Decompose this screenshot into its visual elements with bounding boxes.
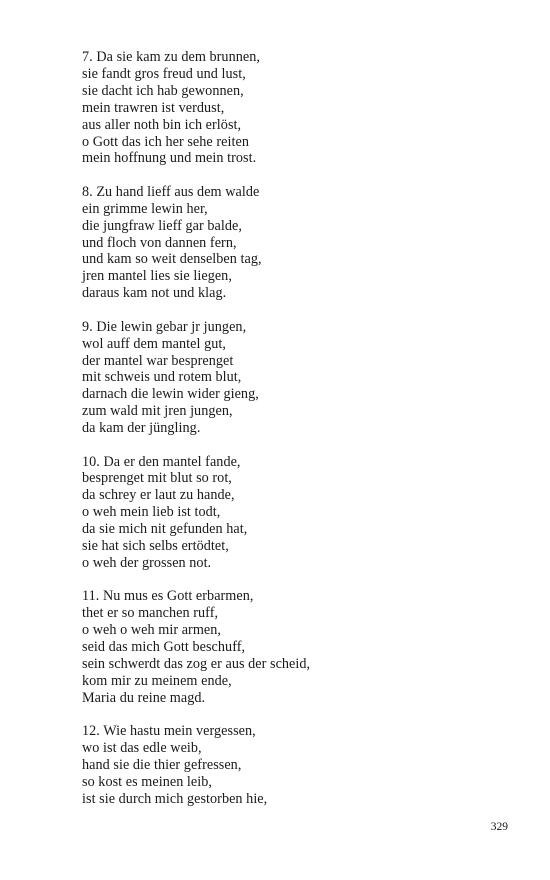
verse-line: o weh mein lieb ist todt, [82, 504, 221, 521]
verse-line: 11. Nu mus es Gott erbarmen, [82, 588, 254, 605]
stanza-12 [82, 723, 522, 808]
verse-line: da kam der jüngling. [82, 420, 201, 437]
verse-line: so kost es meinen leib, [82, 773, 213, 790]
verse-line: 10. Da er den mantel fande, [82, 453, 241, 470]
verse-line: daraus kam not und klag. [82, 285, 227, 302]
verse-line: ist sie durch mich gestorben hie, [82, 790, 268, 807]
verse-line: und floch von dannen fern, [82, 234, 237, 251]
verse-line: aus aller noth bin ich erlöst, [82, 116, 242, 133]
verse-line: mein trawren ist verdust, [82, 99, 225, 116]
verse-line: zum wald mit jren jungen, [82, 403, 233, 420]
page-number: 329 [490, 821, 508, 833]
verse-line: 8. Zu hand lieff aus dem walde [82, 183, 260, 200]
verse-line: o Gott das ich her sehe reiten [82, 133, 249, 150]
verse-line: jren mantel lies sie liegen, [82, 268, 232, 285]
poem-text [82, 49, 522, 824]
verse-line: kom mir zu meinem ende, [82, 672, 232, 689]
stanza-11 [82, 588, 522, 706]
verse-line: da schrey er laut zu hande, [82, 487, 235, 504]
verse-line: wo ist das edle weib, [82, 740, 202, 757]
verse-line: wol auff dem mantel gut, [82, 335, 226, 352]
verse-line: mit schweis und rotem blut, [82, 369, 242, 386]
verse-line: sie fandt gros freud und lust, [82, 65, 246, 82]
verse-line: 9. Die lewin gebar jr jungen, [82, 318, 247, 335]
verse-line: sie hat sich selbs ertödtet, [82, 538, 229, 555]
stanza-9 [82, 319, 522, 437]
verse-line: 7. Da sie kam zu dem brunnen, [82, 49, 260, 65]
verse-line: sie dacht ich hab gewonnen, [82, 82, 244, 99]
stanza-10 [82, 454, 522, 572]
verse-line: o weh der grossen not. [82, 554, 212, 571]
verse-line: hand sie die thier gefressen, [82, 757, 242, 774]
verse-line: sein schwerdt das zog er aus der scheid, [82, 656, 311, 672]
verse-line: der mantel war besprenget [82, 352, 234, 369]
verse-line: und kam so weit denselben tag, [82, 251, 262, 268]
verse-line: darnach die lewin wider gieng, [82, 386, 259, 403]
verse-line: besprenget mit blut so rot, [82, 470, 232, 487]
verse-line: die jungfraw lieff gar balde, [82, 217, 242, 234]
stanza-8 [82, 184, 522, 302]
stanza-7 [82, 49, 522, 167]
verse-line: seid das mich Gott beschuff, [82, 639, 246, 656]
verse-line: mein hoffnung und mein trost. [82, 150, 257, 167]
verse-line: da sie mich nit gefunden hat, [82, 521, 248, 538]
verse-line: o weh o weh mir armen, [82, 622, 221, 639]
verse-line: Maria du reine magd. [82, 689, 206, 706]
verse-line: ein grimme lewin her, [82, 200, 208, 217]
verse-line: 12. Wie hastu mein vergessen, [82, 723, 256, 740]
verse-line: thet er so manchen ruff, [82, 605, 219, 622]
